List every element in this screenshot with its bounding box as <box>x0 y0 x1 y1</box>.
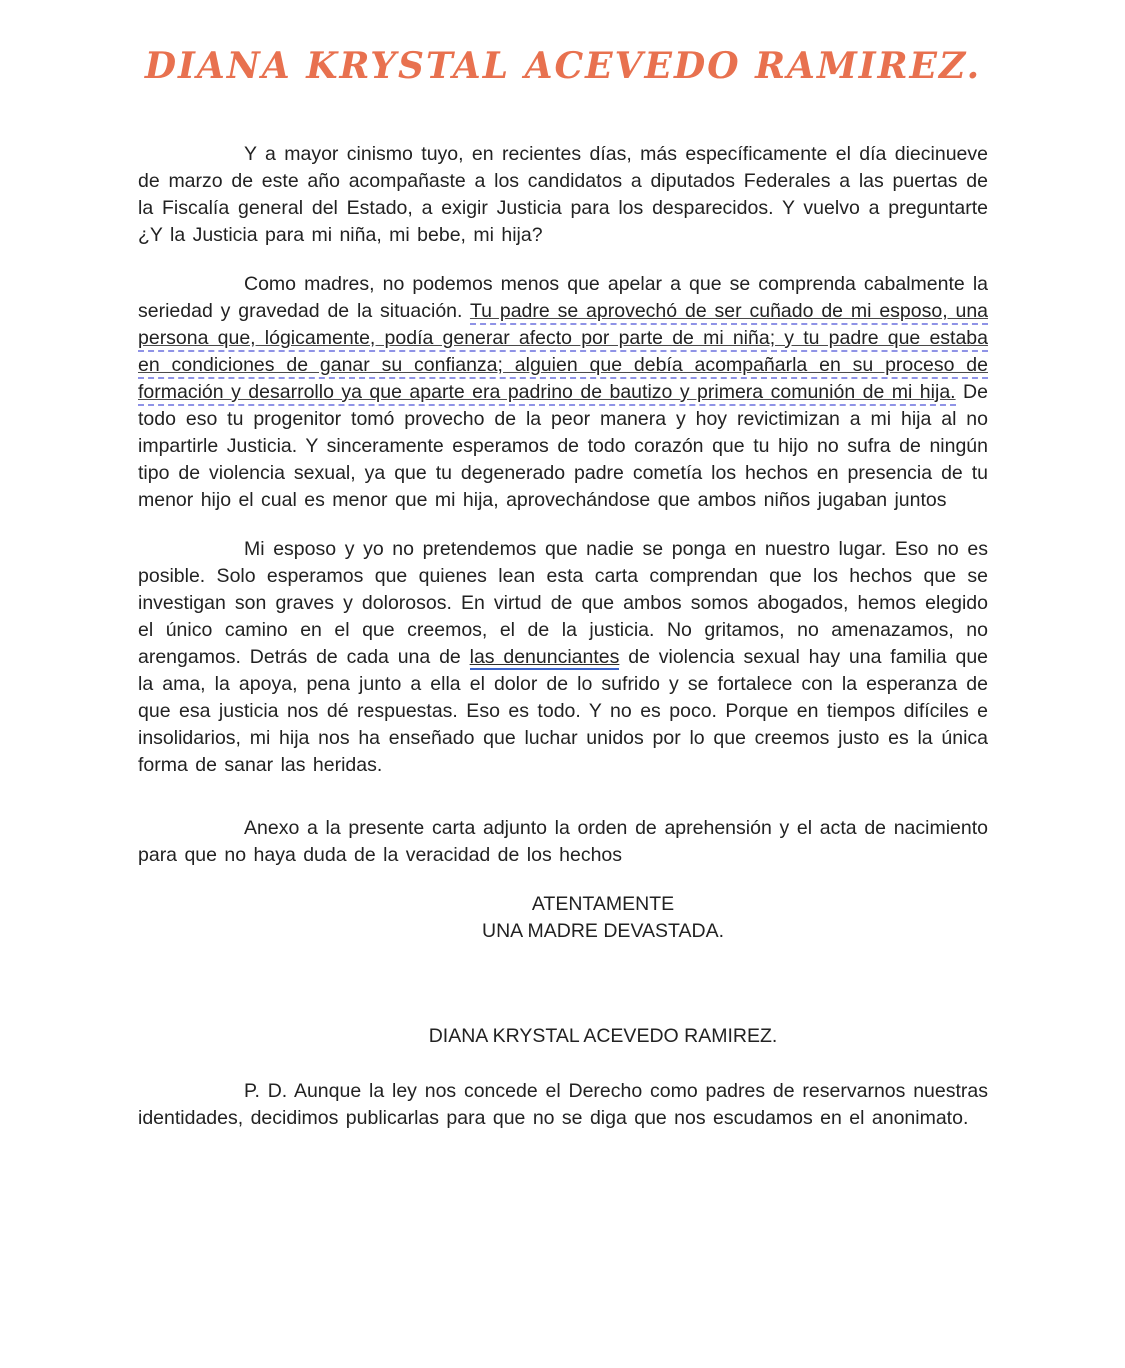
letter-body <box>138 141 988 1132</box>
text-run: Mi esposo y yo no pretendemos que nadie se ponga en nuestro lugar. Eso no es posible. Solo esperamos que quienes lean esta carta comprendan que los hechos que se investigan son graves y dolorosos. En virtud de que ambos somos abogados, hemos elegido el único camino en el que creemos, el de la justicia. No gritamos, no amenazamos, no arengamos. Detrás de cada una de <box>138 538 988 668</box>
paragraph-como-madres <box>138 271 988 514</box>
text-run: de violencia sexual hay una familia que la ama, la apoya, pena junto a ella el dolor de lo sufrido y se fortalece con la esperanza de que esa justicia nos dé respuestas. Eso es todo. Y no es poco. Porque en tiempos difíciles e insolidarios, mi hija nos ha enseñado que luchar unidos por lo que creemos justo es la única forma de sanar las heridas. <box>138 646 989 776</box>
closing-block <box>178 891 1028 945</box>
text-run: Como madres, no podemos menos que apelar a que se comprenda cabalmente la seriedad y gravedad de la situación. <box>138 273 988 322</box>
text-run: De todo eso tu progenitor tomó provecho de la peor manera y hoy revictimizan a mi hija al no impartirle Justicia. Y sinceramente esperamos de todo corazón que tu hijo no sufra de ningún tipo de violencia sexual, ya que tu degenerado padre cometía los hechos en presencia de tu menor hijo el cual es menor que mi hija, aprovechándose que ambos niños jugaban juntos <box>138 381 988 511</box>
text-run: Y a mayor cinismo tuyo, en recientes días, más específicamente el día diecinueve de marzo de este año acompañaste a los candidatos a diputados Federales a las puertas de la Fiscalía general del Estado, a exigir Justicia para los desparecidos. Y vuelvo a preguntarte ¿Y la Justicia para mi niña, mi bebe, mi hija? <box>138 143 988 246</box>
text-run: Anexo a la presente carta adjunto la orden de aprehensión y el acta de nacimiento para que no haya duda de la veracidad de los hechos <box>138 817 988 866</box>
grammar-underlined-text: Tu padre se aprovechó de ser cuñado de mi esposo, una persona que, lógicamente, podía generar afecto por parte de mi niña; y tu padre que estaba en condiciones de ganar su confianza; alguien que debía acompañarla en su proceso de formación y desarrollo ya que aparte era padrino de bautizo y primera comunión de mi hija. <box>138 300 988 406</box>
paragraph-cinismo <box>138 141 988 249</box>
blue-underlined-text: las denunciantes <box>469 646 620 668</box>
closing-una-madre-devastada: UNA MADRE DEVASTADA. <box>482 920 724 942</box>
paragraph-postdata <box>138 1078 988 1132</box>
paragraph-anexo <box>138 815 988 869</box>
signature-name: DIANA KRYSTAL ACEVEDO RAMIREZ. <box>428 1025 778 1047</box>
closing-atentamente: ATENTAMENTE <box>531 893 675 915</box>
text-run: P. D. Aunque la ley nos concede el Derecho como padres de reservarnos nuestras identidades, decidimos publicarlas para que no se diga que nos escudamos en el anonimato. <box>138 1080 988 1129</box>
paragraph-mi-esposo <box>138 536 988 779</box>
letter-title: DIANA KRYSTAL ACEVEDO RAMIREZ. <box>144 45 982 87</box>
